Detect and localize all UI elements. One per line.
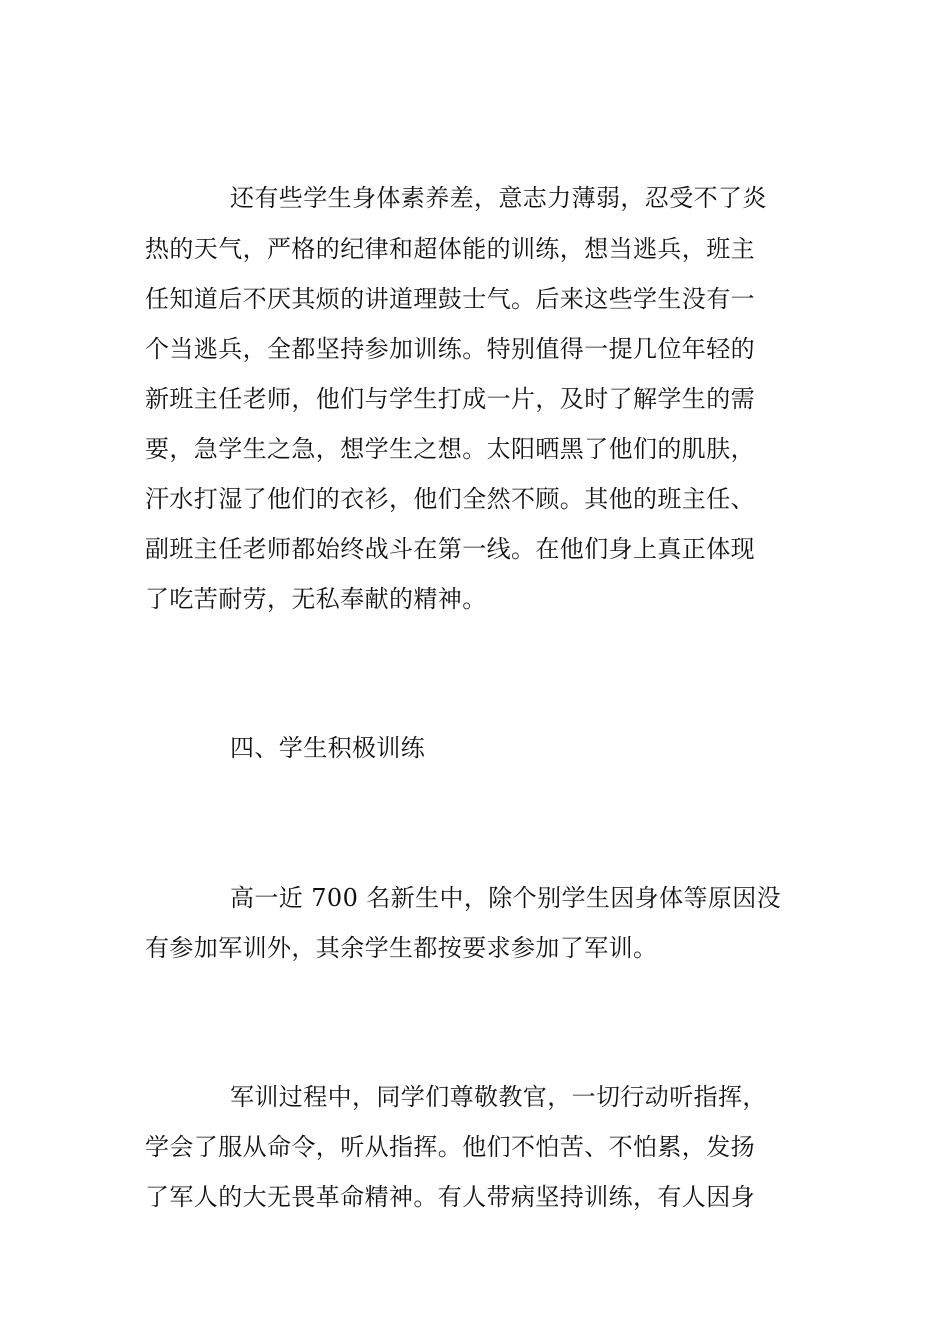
paragraph-line: 有参加军训外，其余学生都按要求参加了军训。 [145,934,658,962]
paragraph-line: 了吃苦耐劳，无私奉献的精神。 [145,585,487,613]
paragraph-line: 军训过程中，同学们尊敬教官，一切行动听指挥， [230,1083,767,1111]
section-heading: 四、学生积极训练 [230,734,426,762]
paragraph-line: 高一近 700 名新生中，除个别学生因身体等原因没 [230,884,782,912]
paragraph-line: 要，急学生之急，想学生之想。太阳晒黑了他们的肌肤， [145,435,755,463]
paragraph-line: 副班主任老师都始终战斗在第一线。在他们身上真正体现 [145,535,755,563]
paragraph-line: 任知道后不厌其烦的讲道理鼓士气。后来这些学生没有一 [145,285,755,313]
paragraph-line: 学会了服从命令，听从指挥。他们不怕苦、不怕累，发扬 [145,1133,755,1161]
paragraph-line: 个当逃兵，全都坚持参加训练。特别值得一提几位年轻的 [145,335,755,363]
paragraph-line: 还有些学生身体素养差，意志力薄弱，忍受不了炎 [230,184,767,212]
paragraph-line: 汗水打湿了他们的衣衫，他们全然不顾。其他的班主任、 [145,485,755,513]
paragraph-line: 了军人的大无畏革命精神。有人带病坚持训练，有人因身 [145,1183,755,1211]
paragraph-line: 热的天气，严格的纪律和超体能的训练，想当逃兵，班主 [145,235,755,263]
paragraph-line: 新班主任老师，他们与学生打成一片，及时了解学生的需 [145,385,755,413]
